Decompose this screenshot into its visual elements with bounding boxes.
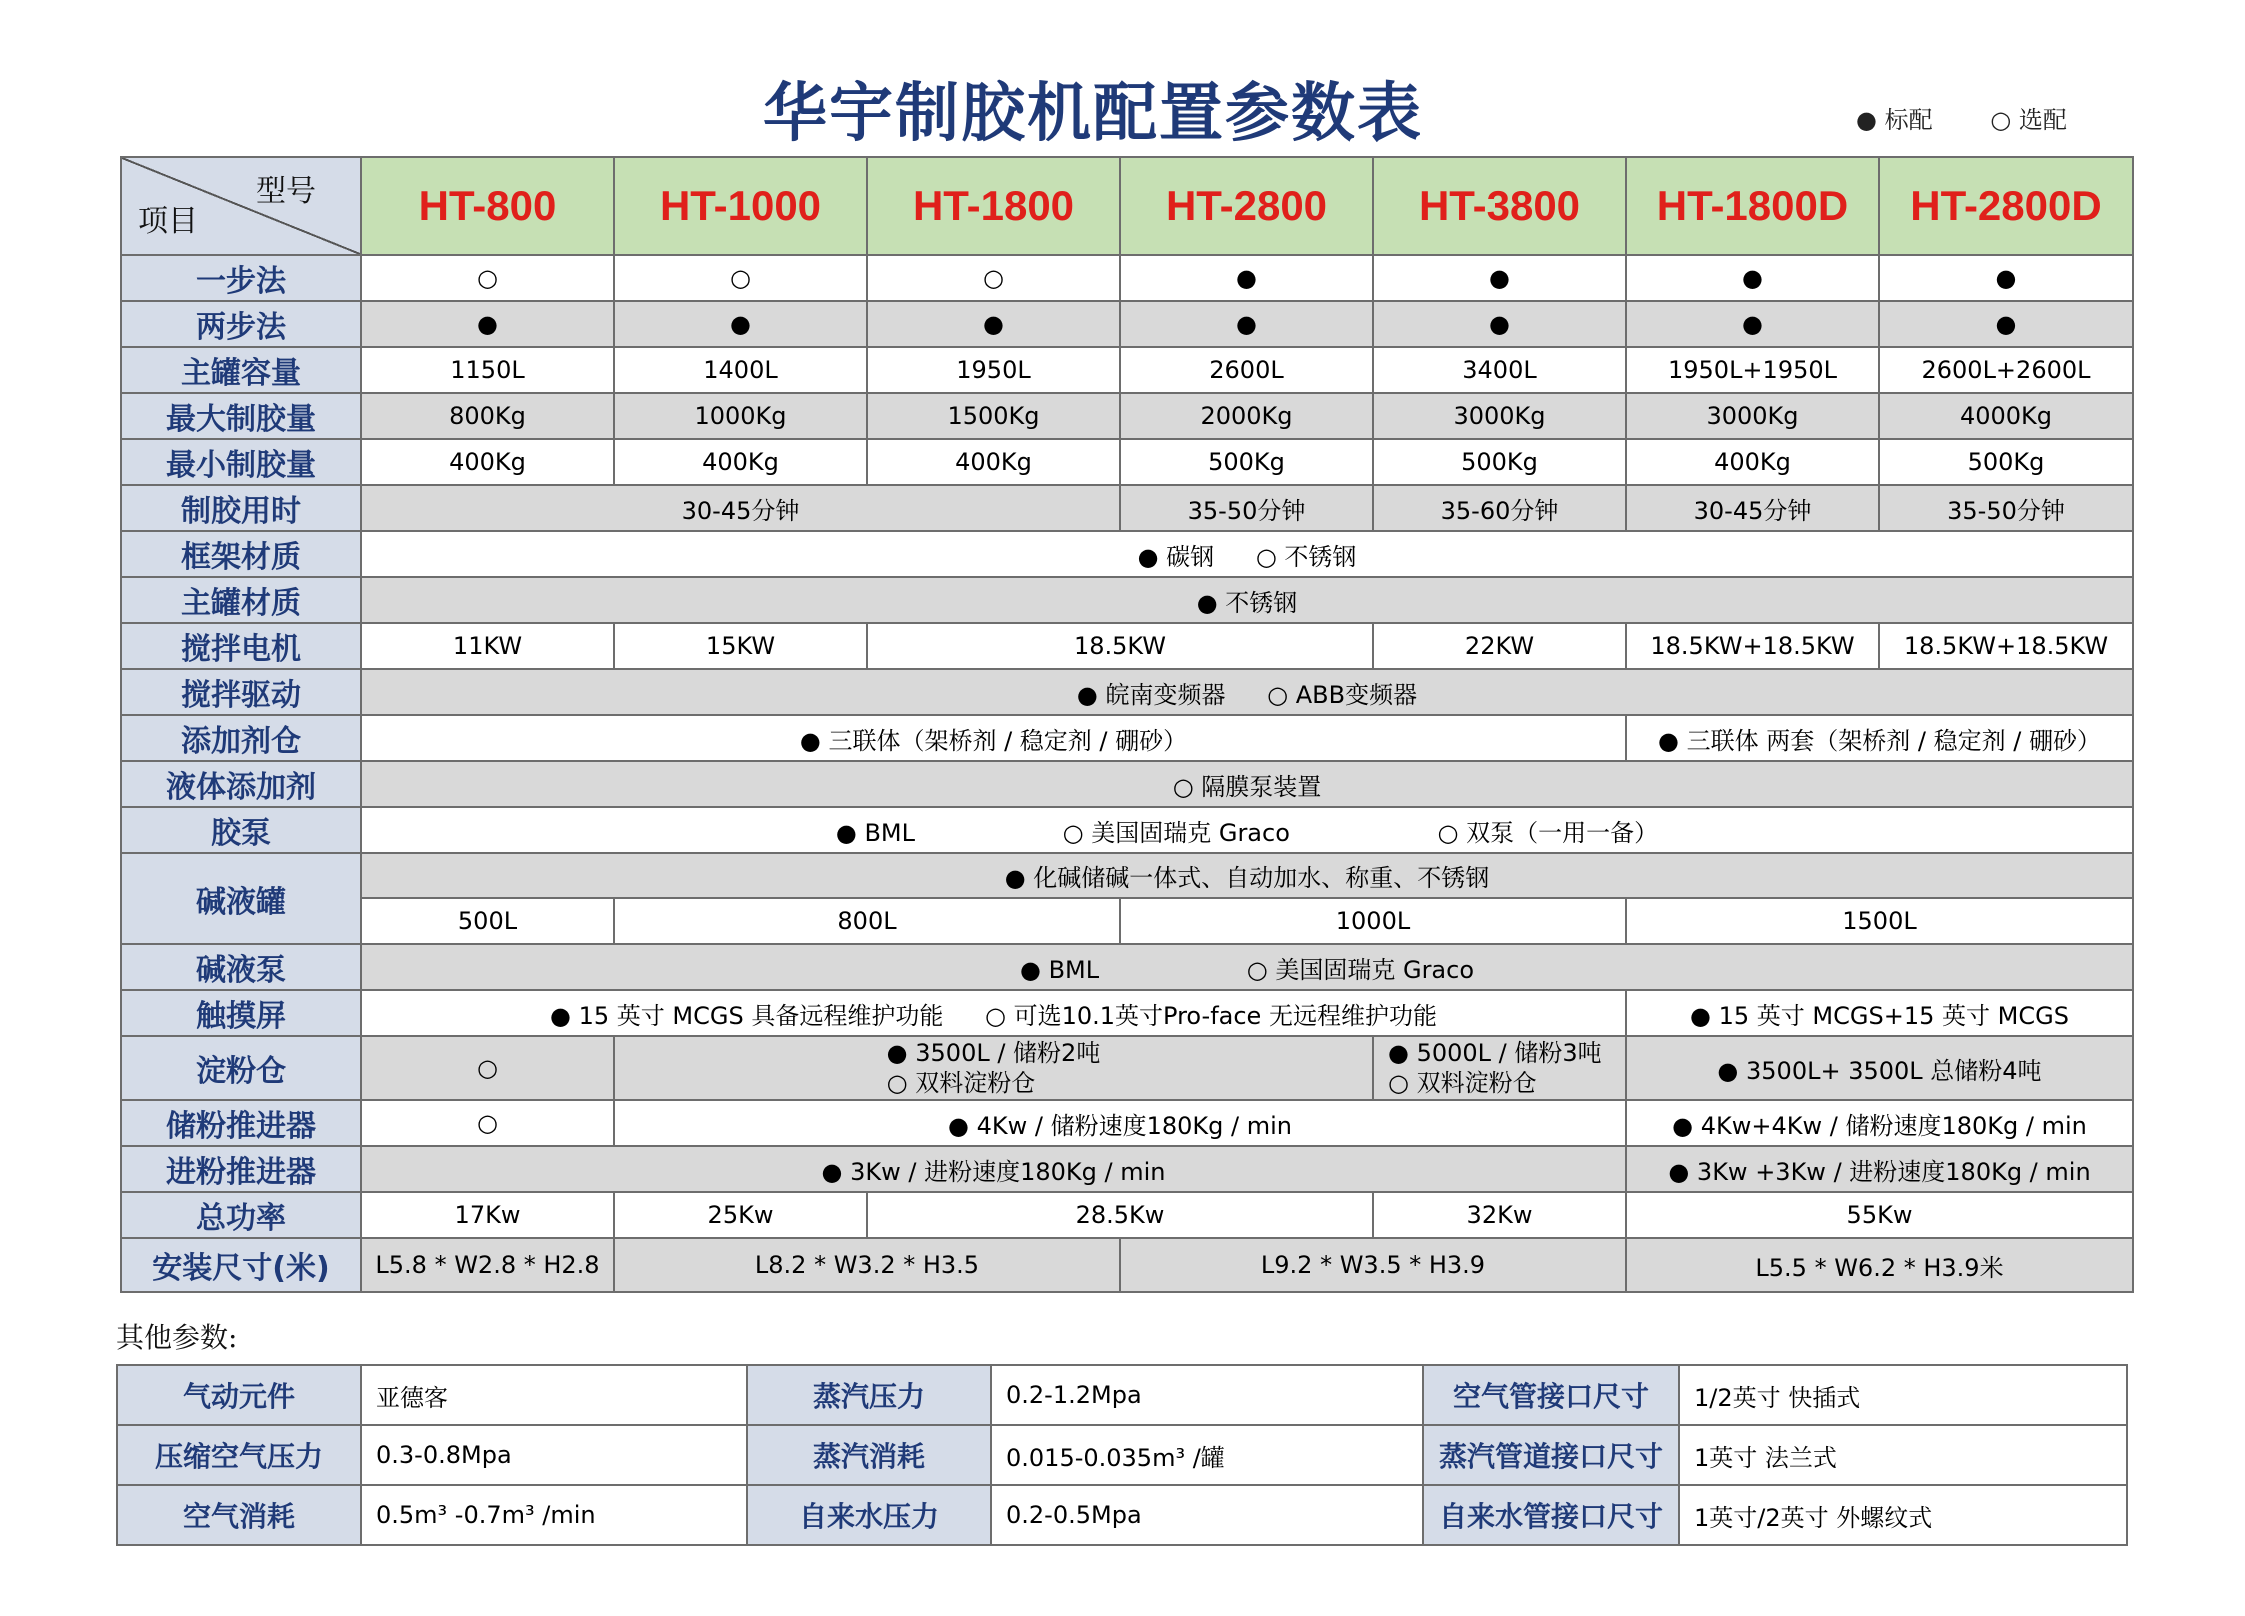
param-label: 自来水压力 (747, 1485, 991, 1545)
row-feed-pusher (121, 1146, 2133, 1192)
row-label: 框架材质 (121, 531, 361, 577)
hollow-dot-icon: ○ (1172, 772, 1194, 801)
cell: 15KW (614, 623, 867, 669)
cell: ● 3Kw / 进粉速度180Kg / min (361, 1146, 1626, 1192)
row-label: 胶泵 (121, 807, 361, 853)
row-starch-bin (121, 1036, 2133, 1100)
model-ht-1800d: HT-1800D (1626, 157, 1879, 255)
cell: ● 4Kw+4Kw / 储粉速度180Kg / min (1626, 1100, 2133, 1146)
cell: 18.5KW (867, 623, 1373, 669)
cell: 1400L (614, 347, 867, 393)
cell: ● (1879, 301, 2133, 347)
filled-dot-icon: ● (1137, 542, 1159, 571)
cell: ● 3500L+ 3500L 总储粉4吨 (1626, 1036, 2133, 1100)
cell: 2600L (1120, 347, 1373, 393)
param-value: 亚德客 (361, 1365, 747, 1425)
row-caustic-pump (121, 944, 2133, 990)
filled-dot-icon: ● (1019, 955, 1041, 984)
hollow-dot-icon: ○ (477, 1054, 498, 1082)
row-one-step (121, 255, 2133, 301)
hollow-dot-icon: ○ (985, 1001, 1006, 1030)
cell: ● 15 英寸 MCGS 具备远程维护功能 ○ 可选10.1英寸Pro-face 无远程维护功能 (361, 990, 1626, 1036)
row-label: 碱液泵 (121, 944, 361, 990)
filled-dot-icon: ● (1668, 1157, 1690, 1186)
cell: ● (1120, 255, 1373, 301)
cell: 35-60分钟 (1373, 485, 1626, 531)
cell: ○ (361, 255, 614, 301)
cell: ● 3Kw +3Kw / 进粉速度180Kg / min (1626, 1146, 2133, 1192)
filled-dot-icon: ● (1690, 1001, 1711, 1030)
row-storage-pusher (121, 1100, 2133, 1146)
param-label: 蒸汽压力 (747, 1365, 991, 1425)
row-caustic-tank-sizes (121, 898, 2133, 944)
cell: 1000L (1120, 898, 1626, 944)
cell: ● (614, 301, 867, 347)
config-table (120, 156, 2134, 1293)
row-total-power (121, 1192, 2133, 1238)
model-ht-2800: HT-2800 (1120, 157, 1373, 255)
cell: 3000Kg (1626, 393, 1879, 439)
cell: 500Kg (1120, 439, 1373, 485)
cell: 55Kw (1626, 1192, 2133, 1238)
filled-dot-icon: ● (886, 1039, 908, 1067)
cell: ● (1626, 301, 1879, 347)
model-ht-1000: HT-1000 (614, 157, 867, 255)
cell: 32Kw (1373, 1192, 1626, 1238)
param-label: 空气消耗 (117, 1485, 361, 1545)
filled-dot-icon: ● (948, 1111, 969, 1140)
cell: 25Kw (614, 1192, 867, 1238)
page-title: 华宇制胶机配置参数表 (763, 77, 1423, 151)
param-value: 0.2-1.2Mpa (991, 1365, 1423, 1425)
cell: ● 三联体 两套（架桥剂 / 稳定剂 / 硼砂） (1626, 715, 2133, 761)
cell: 30-45分钟 (361, 485, 1120, 531)
filled-dot-icon: ● (1856, 106, 1877, 134)
row-label: 主罐容量 (121, 347, 361, 393)
hollow-dot-icon: ○ (1437, 818, 1459, 847)
cell: ● 3500L / 储粉2吨 ○ 双料淀粉仓 (614, 1036, 1373, 1100)
param-label: 压缩空气压力 (117, 1425, 361, 1485)
corner-cell (121, 157, 361, 255)
row-label: 搅拌驱动 (121, 669, 361, 715)
cell: ● (1373, 255, 1626, 301)
row-label: 搅拌电机 (121, 623, 361, 669)
row-touch-screen (121, 990, 2133, 1036)
cell: ● (867, 301, 1120, 347)
cell: 28.5Kw (867, 1192, 1373, 1238)
filled-dot-icon: ● (1196, 588, 1218, 617)
row-mixer-drive (121, 669, 2133, 715)
param-label: 气动元件 (117, 1365, 361, 1425)
cell: ○ 隔膜泵装置 (361, 761, 2133, 807)
hollow-dot-icon: ○ (1388, 1069, 1409, 1097)
row-max-output (121, 393, 2133, 439)
row-label: 添加剂仓 (121, 715, 361, 761)
cell: 17Kw (361, 1192, 614, 1238)
cell: ● BML ○ 美国固瑞克 Graco (361, 944, 2133, 990)
row-caustic-tank (121, 853, 2133, 898)
param-label: 蒸汽管道接口尺寸 (1423, 1425, 1679, 1485)
cell: 500Kg (1373, 439, 1626, 485)
row-label: 碱液罐 (121, 853, 361, 944)
hollow-dot-icon: ○ (1255, 542, 1277, 571)
hollow-dot-icon: ○ (1062, 818, 1084, 847)
filled-dot-icon: ● (1004, 864, 1026, 892)
cell: 3400L (1373, 347, 1626, 393)
filled-dot-icon: ● (799, 726, 821, 755)
other-row (117, 1365, 2127, 1425)
cell: 400Kg (1626, 439, 1879, 485)
filled-dot-icon: ● (1717, 1056, 1739, 1085)
cell: ● (1120, 301, 1373, 347)
filled-dot-icon: ● (550, 1001, 571, 1030)
row-label: 两步法 (121, 301, 361, 347)
param-value: 1/2英寸 快插式 (1679, 1365, 2127, 1425)
param-value: 1英寸 法兰式 (1679, 1425, 2127, 1485)
row-label: 主罐材质 (121, 577, 361, 623)
cell: 30-45分钟 (1626, 485, 1879, 531)
hollow-dot-icon: ○ (1990, 106, 2012, 134)
cell: 1150L (361, 347, 614, 393)
row-label: 液体添加剂 (121, 761, 361, 807)
cell: ● (1879, 255, 2133, 301)
param-value: 0.015-0.035m³ /罐 (991, 1425, 1423, 1485)
hollow-dot-icon: ○ (1267, 680, 1289, 709)
param-value: 1英寸/2英寸 外螺纹式 (1679, 1485, 2127, 1545)
cell: 800Kg (361, 393, 614, 439)
cell: ○ (867, 255, 1120, 301)
model-ht-800: HT-800 (361, 157, 614, 255)
cell (361, 1100, 614, 1146)
cell: ○ (614, 255, 867, 301)
cell: 11KW (361, 623, 614, 669)
cell: 1950L (867, 347, 1120, 393)
row-label: 进粉推进器 (121, 1146, 361, 1192)
legend-optional: ○ 选配 (1990, 106, 2067, 134)
cell: 400Kg (867, 439, 1120, 485)
filled-dot-icon: ● (1658, 726, 1679, 755)
cell: L5.5 * W6.2 * H3.9米 (1626, 1238, 2133, 1292)
row-label: 触摸屏 (121, 990, 361, 1036)
row-tank-capacity (121, 347, 2133, 393)
cell: 4000Kg (1879, 393, 2133, 439)
cell: 1000Kg (614, 393, 867, 439)
cell: ● 化碱储碱一体式、自动加水、称重、不锈钢 (361, 853, 2133, 898)
cell: 1950L+1950L (1626, 347, 1879, 393)
model-ht-1800: HT-1800 (867, 157, 1120, 255)
other-row (117, 1425, 2127, 1485)
row-tank-material (121, 577, 2133, 623)
legend-standard: ● 标配 (1856, 106, 1933, 134)
cell: ● (1626, 255, 1879, 301)
cell: 35-50分钟 (1879, 485, 2133, 531)
row-additive-bin (121, 715, 2133, 761)
param-label: 蒸汽消耗 (747, 1425, 991, 1485)
cell: 2600L+2600L (1879, 347, 2133, 393)
row-two-step (121, 301, 2133, 347)
model-header-label: 型号 (256, 174, 316, 209)
row-label: 淀粉仓 (121, 1036, 361, 1100)
cell: ● 碳钢 ○ 不锈钢 (361, 531, 2133, 577)
cell: 500Kg (1879, 439, 2133, 485)
other-params-table (116, 1364, 2128, 1546)
row-frame-material (121, 531, 2133, 577)
filled-dot-icon: ● (1076, 680, 1098, 709)
cell: 18.5KW+18.5KW (1879, 623, 2133, 669)
row-label: 最大制胶量 (121, 393, 361, 439)
row-time (121, 485, 2133, 531)
row-glue-pump (121, 807, 2133, 853)
cell: ● 15 英寸 MCGS+15 英寸 MCGS (1626, 990, 2133, 1036)
cell: L5.8 * W2.8 * H2.8 (361, 1238, 614, 1292)
cell: L8.2 * W3.2 * H3.5 (614, 1238, 1120, 1292)
row-label: 安装尺寸(米) (121, 1238, 361, 1292)
param-value: 0.3-0.8Mpa (361, 1425, 747, 1485)
item-header-label: 项目 (138, 204, 198, 239)
cell: ● BML ○ 美国固瑞克 Graco ○ 双泵（一用一备） (361, 807, 2133, 853)
cell: ● 三联体（架桥剂 / 稳定剂 / 硼砂） (361, 715, 1626, 761)
filled-dot-icon: ● (835, 818, 857, 847)
cell (361, 1036, 614, 1100)
row-liquid-additive (121, 761, 2133, 807)
param-value: 0.5m³ -0.7m³ /min (361, 1485, 747, 1545)
cell: 500L (361, 898, 614, 944)
model-ht-3800: HT-3800 (1373, 157, 1626, 255)
cell: 2000Kg (1120, 393, 1373, 439)
other-params-title: 其他参数: (116, 1321, 238, 1354)
filled-dot-icon: ● (1672, 1111, 1694, 1140)
row-label: 储粉推进器 (121, 1100, 361, 1146)
filled-dot-icon: ● (1388, 1039, 1409, 1067)
param-label: 自来水管接口尺寸 (1423, 1485, 1679, 1545)
cell: 400Kg (614, 439, 867, 485)
cell: 35-50分钟 (1120, 485, 1373, 531)
cell: 800L (614, 898, 1120, 944)
cell: ● 4Kw / 储粉速度180Kg / min (614, 1100, 1626, 1146)
other-row (117, 1485, 2127, 1545)
row-label: 总功率 (121, 1192, 361, 1238)
row-dimensions (121, 1238, 2133, 1292)
header-row (121, 157, 2133, 255)
cell: 22KW (1373, 623, 1626, 669)
filled-dot-icon: ● (821, 1157, 843, 1186)
cell: 400Kg (361, 439, 614, 485)
cell: ● (1373, 301, 1626, 347)
legend (1856, 100, 2067, 135)
cell: 1500L (1626, 898, 2133, 944)
param-value: 0.2-0.5Mpa (991, 1485, 1423, 1545)
cell: 3000Kg (1373, 393, 1626, 439)
cell: 18.5KW+18.5KW (1626, 623, 1879, 669)
cell: ● 不锈钢 (361, 577, 2133, 623)
row-mixer-motor (121, 623, 2133, 669)
row-label: 一步法 (121, 255, 361, 301)
param-label: 空气管接口尺寸 (1423, 1365, 1679, 1425)
hollow-dot-icon: ○ (477, 1109, 498, 1137)
cell: L9.2 * W3.5 * H3.9 (1120, 1238, 1626, 1292)
row-label: 最小制胶量 (121, 439, 361, 485)
cell: ● 5000L / 储粉3吨 ○ 双料淀粉仓 (1373, 1036, 1626, 1100)
hollow-dot-icon: ○ (1246, 955, 1268, 984)
hollow-dot-icon: ○ (886, 1069, 908, 1097)
cell: ● (361, 301, 614, 347)
cell: ● 皖南变频器 ○ ABB变频器 (361, 669, 2133, 715)
row-label: 制胶用时 (121, 485, 361, 531)
cell: 1500Kg (867, 393, 1120, 439)
model-ht-2800d: HT-2800D (1879, 157, 2133, 255)
row-min-output (121, 439, 2133, 485)
